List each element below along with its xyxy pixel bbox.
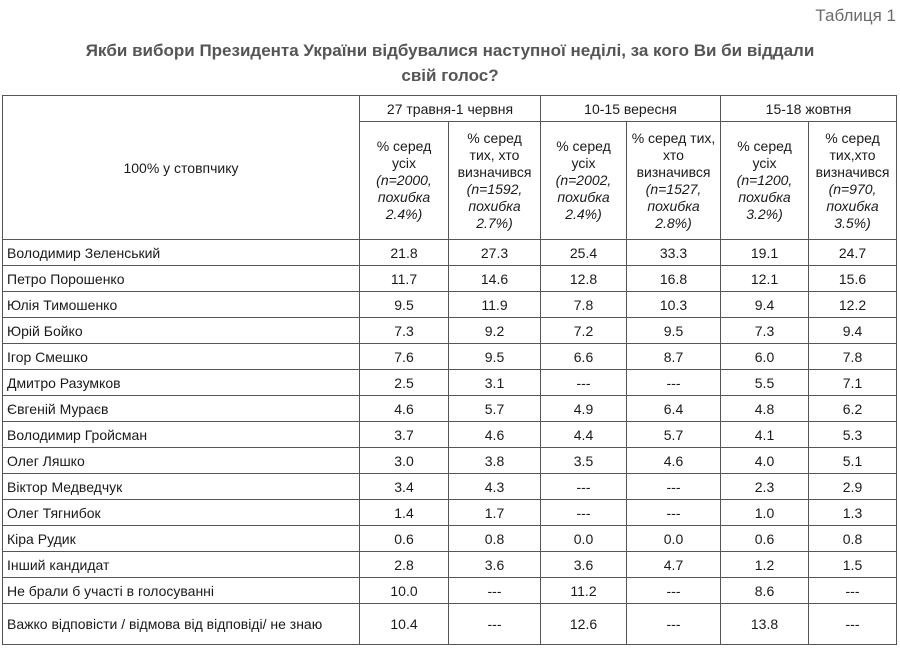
row-label: Юрій Бойко [3, 318, 360, 344]
value-cell: 14.6 [449, 266, 541, 292]
value-cell: 6.2 [809, 396, 897, 422]
value-cell: 9.5 [449, 344, 541, 370]
value-cell: 10.3 [627, 292, 721, 318]
value-cell: 0.8 [449, 526, 541, 552]
value-cell: 4.6 [627, 448, 721, 474]
value-cell: 9.5 [627, 318, 721, 344]
row-label: Не брали б участі в голосуванні [3, 578, 360, 604]
value-cell: 2.9 [809, 474, 897, 500]
column-header-note: (n=2002, похибка 2.4%) [555, 172, 612, 222]
value-cell: 8.6 [721, 578, 809, 604]
value-cell: 5.1 [809, 448, 897, 474]
value-cell: --- [541, 474, 627, 500]
value-cell: 7.3 [360, 318, 449, 344]
table-row [3, 344, 897, 370]
value-cell: 7.8 [541, 292, 627, 318]
column-header-label: % серед тих, хто визначився [631, 129, 716, 180]
row-label: Петро Порошенко [3, 266, 360, 292]
column-header-note: (n=970, похибка 3.5%) [826, 180, 879, 231]
value-cell: 6.0 [721, 344, 809, 370]
column-header-note: (n=1527, похибка 2.8%) [645, 180, 702, 231]
value-cell: 9.5 [360, 292, 449, 318]
value-cell: --- [627, 578, 721, 604]
value-cell: 6.4 [627, 396, 721, 422]
period-header: 10-15 вересня [541, 96, 721, 122]
value-cell: 11.9 [449, 292, 541, 318]
value-cell: --- [449, 578, 541, 604]
value-cell: --- [627, 500, 721, 526]
value-cell: 2.3 [721, 474, 809, 500]
value-cell: --- [627, 474, 721, 500]
table-row [3, 370, 897, 396]
value-cell: --- [627, 604, 721, 645]
column-header-label: % серед тих,хто визначився [815, 129, 890, 180]
period-header: 15-18 жовтня [721, 96, 897, 122]
row-label: Олег Тягнибок [3, 500, 360, 526]
row-label: Інший кандидат [3, 552, 360, 578]
column-header-note: (n=1200, похибка 3.2%) [736, 172, 793, 222]
value-cell: 0.6 [360, 526, 449, 552]
table-row [3, 318, 897, 344]
value-cell: 0.0 [627, 526, 721, 552]
row-label: Ігор Смешко [3, 344, 360, 370]
value-cell: 24.7 [809, 240, 897, 266]
value-cell: 9.2 [449, 318, 541, 344]
value-cell: 12.8 [541, 266, 627, 292]
value-cell: 2.8 [360, 552, 449, 578]
column-header-label: % серед усіх [556, 138, 611, 171]
column-header [809, 122, 897, 240]
row-label: Юлія Тимошенко [3, 292, 360, 318]
value-cell: 8.7 [627, 344, 721, 370]
value-cell: 7.8 [809, 344, 897, 370]
value-cell: 0.0 [541, 526, 627, 552]
value-cell: 16.8 [627, 266, 721, 292]
value-cell: 13.8 [721, 604, 809, 645]
row-label: Віктор Медведчук [3, 474, 360, 500]
value-cell: 12.1 [721, 266, 809, 292]
value-cell: 12.6 [541, 604, 627, 645]
value-cell: 10.0 [360, 578, 449, 604]
value-cell: 4.0 [721, 448, 809, 474]
value-cell: 5.3 [809, 422, 897, 448]
value-cell: 25.4 [541, 240, 627, 266]
value-cell: 5.7 [449, 396, 541, 422]
value-cell: 1.0 [721, 500, 809, 526]
table-row [3, 266, 897, 292]
column-header [449, 122, 541, 240]
column-header-note: (n=2000, похибка 2.4%) [376, 172, 432, 222]
value-cell: 9.4 [721, 292, 809, 318]
title-line-1: Якби вибори Президента України відбувалися наступної неділі, за кого Ви би віддали [85, 41, 815, 60]
value-cell: 27.3 [449, 240, 541, 266]
value-cell: 3.6 [541, 552, 627, 578]
row-label: Володимир Гройсман [3, 422, 360, 448]
value-cell: 0.6 [721, 526, 809, 552]
value-cell: 6.6 [541, 344, 627, 370]
value-cell: 19.1 [721, 240, 809, 266]
value-cell: 3.6 [449, 552, 541, 578]
value-cell: 4.6 [360, 396, 449, 422]
value-cell: --- [809, 578, 897, 604]
row-label: Євгеній Мураєв [3, 396, 360, 422]
value-cell: 4.6 [449, 422, 541, 448]
table-row [3, 240, 897, 266]
value-cell: 3.8 [449, 448, 541, 474]
value-cell: 3.1 [449, 370, 541, 396]
table-row [3, 292, 897, 318]
title-line-2: свій голос? [401, 66, 499, 85]
table-row [3, 552, 897, 578]
value-cell: --- [541, 370, 627, 396]
value-cell: 1.7 [449, 500, 541, 526]
table-row [3, 526, 897, 552]
table-row [3, 500, 897, 526]
value-cell: 5.5 [721, 370, 809, 396]
table-row [3, 474, 897, 500]
value-cell: --- [627, 370, 721, 396]
value-cell: 4.4 [541, 422, 627, 448]
value-cell: 7.6 [360, 344, 449, 370]
value-cell: 1.3 [809, 500, 897, 526]
value-cell: --- [449, 604, 541, 645]
column-header-label: % серед тих, хто визначився [457, 129, 532, 180]
column-header [627, 122, 721, 240]
value-cell: 4.8 [721, 396, 809, 422]
period-header-row [3, 96, 897, 122]
column-header-label: % серед усіх [737, 138, 792, 171]
value-cell: 11.2 [541, 578, 627, 604]
table-row [3, 578, 897, 604]
row-label: Олег Ляшко [3, 448, 360, 474]
table-body [3, 240, 897, 645]
corner-header-cell: 100% у стовпчику [3, 96, 360, 240]
value-cell: 5.7 [627, 422, 721, 448]
value-cell: 1.5 [809, 552, 897, 578]
table-row [3, 604, 897, 645]
poll-results-table [2, 95, 897, 645]
row-label: Важко відповісти / відмова від відповіді/ не знаю [3, 604, 360, 645]
column-header [721, 122, 809, 240]
value-cell: 7.1 [809, 370, 897, 396]
column-header [541, 122, 627, 240]
period-header: 27 травня-1 червня [360, 96, 541, 122]
value-cell: 7.3 [721, 318, 809, 344]
column-header-note: (n=1592, похибка 2.7%) [466, 180, 523, 231]
value-cell: 3.4 [360, 474, 449, 500]
column-header-label: % серед усіх [376, 138, 432, 171]
value-cell: 4.9 [541, 396, 627, 422]
value-cell: 21.8 [360, 240, 449, 266]
value-cell: 4.7 [627, 552, 721, 578]
value-cell: --- [809, 604, 897, 645]
value-cell: 4.3 [449, 474, 541, 500]
value-cell: 7.2 [541, 318, 627, 344]
value-cell: 2.5 [360, 370, 449, 396]
table-row [3, 396, 897, 422]
value-cell: 10.4 [360, 604, 449, 645]
table-row [3, 422, 897, 448]
value-cell: 0.8 [809, 526, 897, 552]
value-cell: --- [541, 500, 627, 526]
column-header [360, 122, 449, 240]
row-label: Дмитро Разумков [3, 370, 360, 396]
value-cell: 1.4 [360, 500, 449, 526]
value-cell: 3.7 [360, 422, 449, 448]
value-cell: 9.4 [809, 318, 897, 344]
value-cell: 33.3 [627, 240, 721, 266]
value-cell: 3.0 [360, 448, 449, 474]
value-cell: 3.5 [541, 448, 627, 474]
row-label: Володимир Зеленський [3, 240, 360, 266]
table-row [3, 448, 897, 474]
value-cell: 11.7 [360, 266, 449, 292]
value-cell: 1.2 [721, 552, 809, 578]
value-cell: 12.2 [809, 292, 897, 318]
value-cell: 4.1 [721, 422, 809, 448]
table-number-label: Таблиця 1 [815, 6, 896, 25]
table-title [0, 38, 900, 88]
row-label: Кіра Рудик [3, 526, 360, 552]
value-cell: 15.6 [809, 266, 897, 292]
